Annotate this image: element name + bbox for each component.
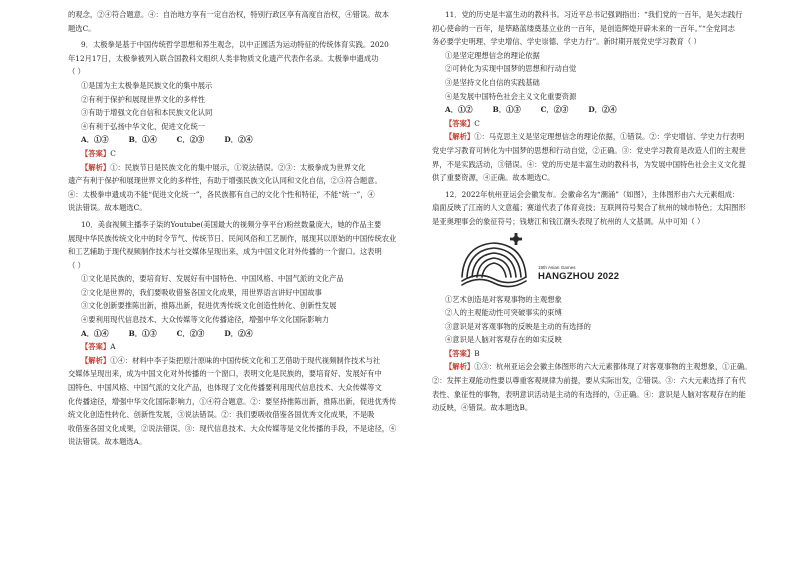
- q11-analysis-line: [432, 130, 778, 144]
- q10-analysis-line: 统文化创造性转化、创新性发展，③说法错误。②：我们要吸收借鉴各国优秀文化成果，不是吸: [68, 410, 375, 420]
- q10-analysis-line: [68, 354, 414, 368]
- emblem-caption: [538, 231, 619, 282]
- q9-option: ④有利于弘扬中华文化，促进文化统一: [81, 121, 206, 131]
- q12-option: ②人的主观能动性可突破事实的束缚: [445, 308, 562, 318]
- q12-stem-line: 是亚奥理事会的象征符号；钱塘江和钱江潮头表现了杭州的人文基调。从中可知（ ）: [432, 216, 705, 226]
- q10-analysis-text: ①④：材料中李子柒把原汁原味的中国传统文化和工艺借助于现代视频制作技术与社: [110, 355, 381, 365]
- q10-answer: [68, 340, 414, 354]
- q11-stem-line: 务必要学史明理、学史增信、学史崇德、学史力行”。新时期开展党史学习教育（ ）: [432, 37, 701, 47]
- analysis-tag: 【解析】: [81, 162, 111, 172]
- q9-analysis-line: ④：太极拳申遗成功不能“促进文化统一”，各民族都有自己的文化个性和特征，不能“统一”，④: [68, 189, 375, 199]
- q11-choice-a: A．①②: [445, 105, 473, 115]
- emblem-subtitle: 19th Asian Games: [538, 264, 576, 270]
- q9-analysis-line: 遗产有利于保护和展现世界文化的多样性，有助于增强民族文化认同和文化自信，②③符合题意。: [68, 176, 382, 186]
- q12-analysis-line: 动反映，④错误。故本题选B。: [432, 403, 533, 413]
- analysis-tag: 【解析】: [445, 362, 475, 372]
- emblem-graphic-icon: [454, 231, 534, 291]
- q12-answer-value: B: [474, 348, 480, 358]
- q9-stem-line: 9．太极拳是基于中国传统哲学思想和养生观念，以中正圆活为运动特征的传统体育实践。2020: [81, 40, 389, 50]
- question-11: [432, 8, 778, 185]
- q11-answer: [432, 117, 778, 131]
- q11-answer-value: C: [474, 118, 480, 128]
- prev-tail-line: 的观念，②④符合题意。④：自治地方享有一定自治权，特别行政区享有高度自治权，④错误。故本: [68, 10, 390, 19]
- q12-option: ①艺术创造是对客观事物的主观想象: [445, 294, 562, 304]
- q9-choice-c: C．②③: [176, 135, 205, 145]
- q12-answer: [432, 347, 778, 361]
- q11-stem-line: 初心使命的一百年，是筚路蓝缕奠基立业的一百年，是创造辉煌开辟未来的一百年。”“全党同志: [432, 23, 735, 33]
- q10-analysis-line: 国特色、中国风格、中国气派的文化产品，也体现了文化传播要利用现代信息技术、大众传媒等文: [68, 383, 382, 393]
- q12-stem-line: 扇面反映了江南的人文意蕴；赛道代表了体育竞技；互联网符号契合了杭州的城市特色；太阳图形: [432, 203, 746, 213]
- q12-analysis-line: 表性、象征性的事物，表明意识活动是主动的有选择的，③正确。④：意识是人脑对客观存在的能: [432, 389, 746, 399]
- q11-option: ①是坚定理想信念的理论依据: [445, 50, 540, 60]
- q10-analysis-line: 说法错误。故本题选A。: [68, 437, 147, 447]
- q11-analysis-line: 界，不是实践活动，③错误。④：党的历史是丰富生动的教科书，为发展中国特色社会主义文化提: [432, 159, 746, 169]
- q11-option: ③是坚持文化自信的实践基础: [445, 77, 540, 87]
- q12-analysis-text: ①③：杭州亚运会会徽主体图形的六大元素都体现了对客观事物的主观想象，①正确。: [474, 362, 752, 372]
- left-column: [68, 8, 414, 449]
- analysis-tag: 【解析】: [81, 355, 111, 365]
- answer-tag: 【答案】: [81, 342, 111, 352]
- q11-analysis-line: 供了重要资源，④正确。故本题选C。: [432, 173, 555, 183]
- q10-answer-value: A: [110, 342, 116, 352]
- q11-choice-b: B．①③: [492, 105, 521, 115]
- answer-tag: 【答案】: [445, 118, 475, 128]
- q11-choice-c: C．②③: [540, 105, 569, 115]
- q11-stem-line: 11．党的历史是丰富生动的教科书。习近平总书记强调指出：“我们党的一百年，是矢志践行: [445, 10, 743, 19]
- q10-choice-b: B．①③: [128, 328, 157, 338]
- question-10: [68, 218, 414, 449]
- emblem-title: HANGZHOU 2022: [538, 270, 620, 282]
- q10-stem-line: 10．美食视频主播李子柒的Youtube(美国最大的视频分享平台)粉丝数量庞大，她的作品主要: [81, 219, 382, 229]
- q10-choices: [68, 327, 414, 341]
- answer-tag: 【答案】: [81, 148, 111, 158]
- q12-analysis-line: ②：发挥主观能动性要以尊重客观规律为前提，要从实际出发，②错误。③：六大元素选择了有代: [432, 376, 746, 386]
- q10-choice-a: A．①④: [81, 328, 109, 338]
- q10-analysis-line: 收借鉴各国文化成果，②说法错误。③：现代信息技术、大众传媒等是文化传播的手段，不是途径，④: [68, 423, 397, 433]
- q9-answer: [68, 147, 414, 161]
- q9-answer-value: C: [110, 148, 116, 158]
- q9-analysis-text: ①：民族节日是民族文化的集中展示，①说法错误。②③：太极拳成为世界文化: [110, 162, 366, 172]
- q10-stem-line: （ ）: [68, 260, 85, 270]
- q10-choice-d: D．②④: [224, 328, 253, 338]
- q9-choices: [68, 133, 414, 147]
- q9-choice-b: B．①④: [128, 135, 157, 145]
- question-9: [68, 38, 414, 215]
- asian-games-emblem: [454, 231, 778, 291]
- q9-stem-line: 年12月17日，太极拳被列入联合国教科文组织人类非物质文化遗产代表作名录。太极拳申遗成功: [68, 53, 379, 63]
- answer-tag: 【答案】: [445, 348, 475, 358]
- q10-option: ④要利用现代信息技术、大众传媒等文化传播途径，增强中华文化国际影响力: [81, 315, 330, 325]
- q11-choices: [432, 103, 778, 117]
- q9-option: ③有助于增强文化自信和本民族文化认同: [81, 108, 213, 118]
- q9-stem-line: （ ）: [68, 67, 85, 77]
- prev-tail-line: 题选C。: [68, 23, 96, 33]
- right-column: [432, 8, 778, 415]
- q10-option: ①文化是民族的，要培育好、发展好有中国特色、中国风格、中国气派的文化产品: [81, 274, 344, 284]
- q11-option: ④是发展中国特色社会主义文化重要资源: [445, 91, 577, 101]
- analysis-tag: 【解析】: [445, 132, 475, 142]
- q11-choice-d: D．②④: [588, 105, 617, 115]
- q9-option: ①是国为主太极拳是民族文化的集中展示: [81, 80, 213, 90]
- q9-analysis-line: [68, 161, 414, 175]
- q10-option: ②文化是世界的，我们要吸收借鉴各国文化成果，用世界语言讲好中国故事: [81, 287, 322, 297]
- q12-option: ③意识是对客观事物的反映是主动的有选择的: [445, 321, 591, 331]
- q9-option: ②有利于保护和展现世界文化的多样性: [81, 94, 206, 104]
- q10-stem-line: 和工艺辅助于现代视频制作技术与社交媒体呈现出来，成为中国文化对外传播的一个窗口。这表明: [68, 247, 382, 257]
- q10-analysis-line: 交媒体呈现出来，成为中国文化对外传播的一个窗口，表明文化是民族的，要培育好、发展好有中: [68, 369, 382, 379]
- q11-analysis-line: 党史学习教育可转化为中国梦的思想和行动自觉，②正确。③：党史学习教育是改造人们的主观世: [432, 145, 746, 155]
- q9-choice-a: A．①③: [81, 135, 109, 145]
- q12-option: ④意识是人脑对客观存在的如实反映: [445, 335, 562, 345]
- q10-analysis-line: 化传播途径，增强中华文化国际影响力，①④符合题意。②：要坚持推陈出新，推陈出新，促进优秀传: [68, 396, 397, 406]
- q11-option: ②可转化为实现中国梦的思想和行动自觉: [445, 64, 577, 74]
- q10-stem-line: 展现中华民族传统文化中的时令节气、传统节日、民间风俗和工艺制作，展现其以原始的中国传统农业: [68, 233, 397, 243]
- q10-choice-c: C．②③: [176, 328, 205, 338]
- q11-analysis-text: ①：马克思主义是坚定理想信念的理论依据，①错误。②：学史增信、学史力行表明: [474, 132, 745, 142]
- q12-analysis-line: [432, 360, 778, 374]
- question-12: [432, 188, 778, 415]
- q12-stem-line: 12．2022年杭州亚运会会徽发布。会徽命名为“潮涌”（如图），主体图形由六大元素组成：: [445, 189, 740, 199]
- q9-analysis-line: 说法错误。故本题选C。: [68, 203, 147, 213]
- q10-option: ③文化创新要推陈出新，推陈出新，促进优秀传统文化创造性转化、创新性发展: [81, 301, 337, 311]
- q9-choice-d: D．②④: [224, 135, 253, 145]
